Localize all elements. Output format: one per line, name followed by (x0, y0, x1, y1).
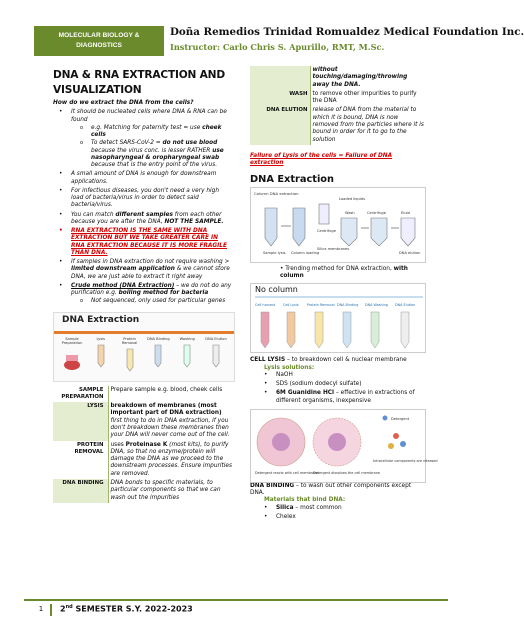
fig-label: Intracellular components are released (373, 458, 438, 463)
tube-icon (121, 347, 139, 373)
list-item: o Not sequenced, only used for particular genes (91, 298, 233, 305)
fig-label: Detergent dissolves the cell membrane (313, 470, 380, 475)
list-item: • Silica – most common (276, 505, 426, 512)
fig-label: Wash (345, 210, 355, 215)
detergent-lysis-figure (250, 409, 438, 483)
list-item: o e.g. Matching for paternity test = use cheek cells (91, 125, 233, 140)
list-item: • RNA EXTRACTION IS THE SAME WITH DNA EXTRACTION BUT WE TAKE GREATER CARE IN RNA EXTRACTION BECAUSE IT IS MORE FRAGILE THAN DNA. (71, 228, 233, 257)
list-item: • If samples in DNA extraction do not require washing > limited downstream application & we cannot store DNA, we are just able to extract it right away (71, 259, 233, 281)
list-item: • Chelex (276, 514, 426, 521)
column-extraction-figure: Column DNA extraction Sample lysis Column loading Centrifuge Silica membranes Centrifuge DNA elution Loaded liquids Wash Elute (250, 187, 426, 263)
figure-step: Lysis (87, 337, 115, 374)
process-table-continued (250, 66, 426, 145)
course-badge (34, 26, 164, 56)
cell-lysis-note: CELL LYSIS – to breakdown cell & nuclear membrane (250, 357, 407, 364)
page-number: 1 (32, 604, 52, 616)
figure-step: Protein Removal (116, 337, 144, 374)
table-row: WASH to remove other impurities to purify the DNA (250, 90, 426, 107)
fig-label: DNA Elution (395, 303, 416, 308)
binding-materials-heading: Materials that bind DNA: (264, 497, 346, 504)
notes-list (53, 109, 233, 305)
list-item: o To detect SARS-CoV-2 = do not use blood because the virus conc. is lesser RATHER use nasopharyngeal & oropharyngeal swab because that is the entry point of the virus. (91, 140, 233, 169)
right-column (250, 66, 438, 523)
materials-list (258, 505, 426, 521)
no-column-figure (250, 283, 426, 353)
figure-step: Sample Preparation (58, 337, 86, 374)
fig-label: Sample lysis (263, 250, 286, 255)
fig-label: DNA elution (399, 250, 421, 255)
fig-label: Detergent reacts with cell membrane (255, 470, 319, 475)
table-row: SAMPLE PREPARATION Prepare sample e.g. blood, cheek cells (53, 386, 235, 403)
list-item: • NaOH (276, 372, 426, 379)
left-column (53, 68, 233, 503)
fig-label: Silica membranes (317, 246, 350, 251)
table-row: without touching/damaging/throwing away the DNA. (250, 66, 426, 90)
fig-label: Loaded liquids (339, 196, 365, 201)
list-item: • You can match different samples from each other because you are after the DNA, NOT THE SAMPLE. (71, 212, 233, 227)
course-badge-line2: DIAGNOSTICS (76, 42, 122, 49)
figure-title: No column (255, 285, 298, 295)
list-item: • SDS (sodium dodecyl sulfate) (276, 381, 426, 388)
list-item: • It should be nucleated cells where DNA & RNA can be found o e.g. Matching for paternity test = use cheek cells o To detect SARS-CoV-2 = do not use blood because the virus conc. is lesser RATHER use nasopharyngeal & oropharyngeal swab because that is the entry point of the virus. (71, 109, 233, 169)
fig-label: Cell harvest (255, 303, 276, 308)
tube-icon (207, 343, 225, 369)
list-item: • For infectious diseases, you don't need a very high load of bacteria/virus in order to detect said bacteria/virus. (71, 188, 233, 210)
tube-icon (92, 343, 110, 369)
fig-label: Centrifuge (317, 228, 336, 233)
dna-binding-note: DNA BINDING – to wash out other components except DNA. (250, 482, 412, 497)
tube-icon (178, 343, 196, 369)
table-row: DNA BINDING DNA bonds to specific materials, to particular components so that we can wash out the impurities (53, 479, 235, 503)
figure-step: Washing (173, 337, 201, 374)
list-item: • 6M Guanidine HCl – effective in extractions of different organisms, inexpensive (276, 390, 426, 405)
dna-extraction-figure (53, 312, 235, 382)
solutions-list (258, 372, 426, 405)
column-extraction-diagram (251, 188, 427, 264)
fig-label: Cell Lysis (283, 303, 299, 308)
section-title: DNA Extraction (250, 173, 335, 185)
figure-divider (54, 331, 234, 334)
fig-label: Elute (401, 210, 411, 215)
figure-step: DNA Elution (202, 337, 230, 374)
fig-label: DNA Binding (337, 303, 359, 308)
detergent-lysis-diagram (251, 410, 438, 484)
page-title: DNA & RNA EXTRACTION AND VISUALIZATION (53, 69, 225, 96)
bowl-icon (63, 347, 81, 373)
fig-label: DNA Washing (365, 303, 388, 308)
institution-title: Doña Remedios Trinidad Romualdez Medical Foundation Inc. (170, 26, 524, 38)
semester-label: 2nd SEMESTER S.Y. 2022-2023 (60, 604, 193, 614)
question-heading: How do we extract the DNA from the cells? (53, 100, 194, 106)
fig-label: Protein Removal (307, 303, 335, 308)
fig-label: Column loading (291, 250, 320, 255)
table-row: DNA ELUTION release of DNA from the material to which it is bound, DNA is now removed from the particles where it is bound in order for it to go to the solution (250, 106, 426, 144)
figure-title: DNA Extraction (62, 314, 140, 325)
lysis-solutions-heading: Lysis solutions: (264, 364, 315, 371)
list-item: • A small amount of DNA is enough for downstream applications. (71, 171, 233, 186)
list-item: • Crude method (DNA Extraction) – we do not do any purification e.g. boiling method for bacteria o Not sequenced, only used for particular genes (71, 283, 233, 306)
instructor-name: Instructor: Carlo Chris S. Apurillo, RMT, M.Sc. (170, 42, 385, 52)
figure-step: DNA Binding (144, 337, 172, 374)
table-row: PROTEIN REMOVAL uses Proteinase K (most kits), to purify DNA, so that no enzyme/protein will damage the DNA as we proceed to the downstream processes. Ensure impurities are removed. (53, 441, 235, 479)
table-row: LYSIS breakdown of membranes (most important part of DNA extraction) first thing to do in DNA extraction, if you don't breakdown these membranes then your DNA will never come out of the cell. (53, 402, 235, 440)
failure-note: Failure of Lysis of the cells = Failure of DNA extraction (250, 152, 393, 167)
process-table (53, 386, 235, 503)
course-badge-line1: MOLECULAR BIOLOGY & (58, 32, 140, 39)
figure-caption: • Trending method for DNA extraction, with column (280, 265, 408, 280)
tube-icon (149, 343, 167, 369)
no-column-diagram (251, 284, 427, 354)
fig-label: Centrifuge (367, 210, 386, 215)
fig-label: Detergent (391, 416, 410, 421)
